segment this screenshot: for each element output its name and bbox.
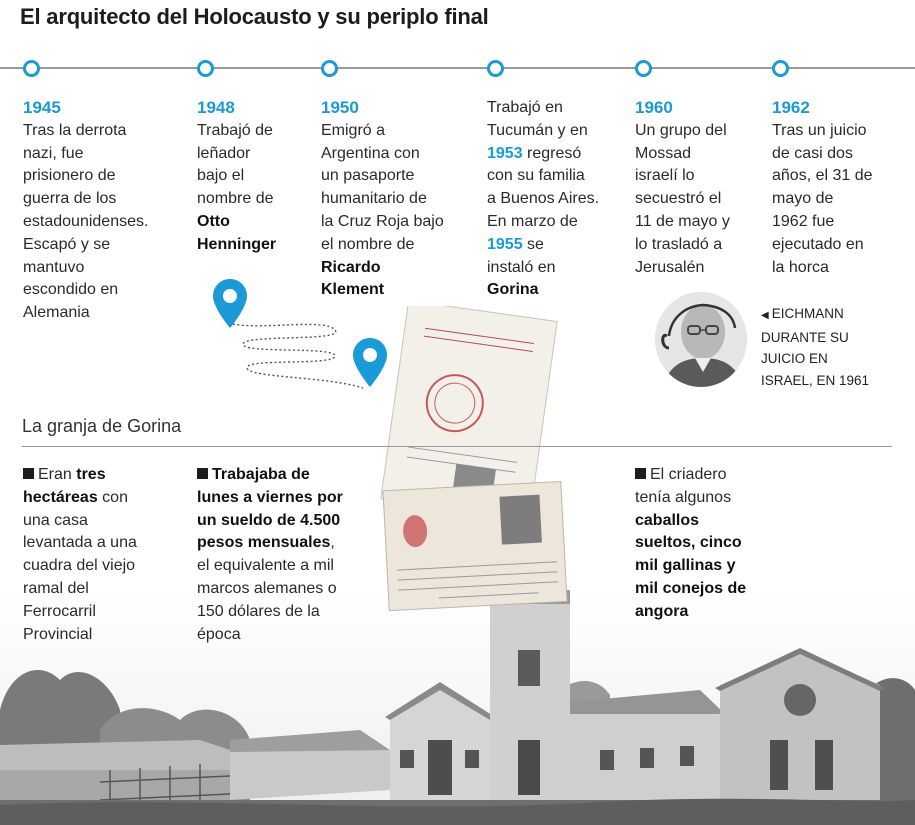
fact-text: Eran: [38, 466, 77, 483]
entry-text: de casi dos: [772, 144, 853, 162]
year-label: 1948: [197, 98, 235, 117]
bullet-square-icon: [635, 468, 646, 479]
entry-text: secuestró el: [635, 190, 722, 208]
entry-text: la Cruz Roja bajo: [321, 212, 444, 230]
fact-text: cuadra del viejo: [23, 557, 136, 575]
entry-text: guerra de los: [23, 190, 117, 208]
entry-text: Mossad: [635, 144, 692, 162]
entry-text: ejecutado en: [772, 235, 864, 253]
entry-text: la horca: [772, 258, 829, 276]
fact-bold: pesos mensuales: [197, 534, 331, 552]
timeline-dot: [197, 60, 214, 77]
fact-text: tenía algunos: [635, 488, 732, 506]
entry-text: se: [522, 235, 544, 253]
entry-text: Emigró a: [321, 121, 386, 139]
entry-text: leñador: [197, 144, 251, 162]
fact-bold: hectáreas: [23, 488, 98, 506]
entry-text: Jerusalén: [635, 258, 705, 276]
timeline-entry-1945: [23, 97, 148, 325]
bullet-square-icon: [23, 468, 34, 479]
entry-text: 1962 fue: [772, 212, 835, 230]
triangle-left-icon: ◀: [761, 310, 769, 321]
place-name: Gorina: [487, 281, 539, 299]
year-label: 1950: [321, 98, 359, 117]
entry-text: Argentina con: [321, 144, 420, 162]
fact-bold: mil conejos de: [635, 579, 747, 597]
fact-bold: sueltos, cinco: [635, 534, 742, 552]
fact-salary: [197, 464, 343, 646]
caption-text: ISRAEL, EN 1961: [761, 372, 870, 388]
timeline-entry-1948: [197, 97, 276, 257]
entry-text: el nombre de: [321, 235, 415, 253]
entry-text: Un grupo del: [635, 121, 727, 139]
year-label: 1960: [635, 98, 673, 117]
caption-text: JUICIO EN: [761, 351, 828, 366]
fact-text: El criadero: [650, 466, 727, 483]
timeline-dot: [321, 60, 338, 77]
entry-text: Tras la derrota: [23, 121, 127, 139]
eichmann-portrait-photo: [655, 292, 747, 387]
timeline-dot: [635, 60, 652, 77]
entry-text: nazi, fue: [23, 144, 84, 162]
page-title: El arquitecto del Holocausto y su periplo final: [20, 4, 489, 29]
entry-text: bajo el: [197, 167, 245, 185]
fact-text: una casa: [23, 511, 88, 529]
fact-text: 150 dólares de la: [197, 602, 320, 620]
fact-text: Provincial: [23, 625, 93, 643]
year-label: 1962: [772, 98, 810, 117]
year-highlight: 1953: [487, 144, 523, 162]
fact-text: Ferrocarril: [23, 602, 96, 620]
timeline-dot: [23, 60, 40, 77]
entry-text: con su familia: [487, 167, 585, 185]
entry-text: estadounidenses.: [23, 212, 149, 230]
timeline-entry-tucuman: [487, 97, 599, 302]
entry-text: Alemania: [23, 304, 90, 322]
map-pin-icon: [212, 278, 248, 330]
entry-text: instaló en: [487, 258, 556, 276]
fact-text: época: [197, 625, 241, 643]
fact-text: levantada a una: [23, 534, 137, 552]
entry-text: lo trasladó a: [635, 235, 723, 253]
year-label: 1945: [23, 98, 61, 117]
caption-text: DURANTE SU: [761, 329, 849, 345]
entry-text: a Buenos Aires.: [487, 190, 600, 208]
fact-bold: angora: [635, 602, 689, 620]
entry-text: Tras un juicio: [772, 121, 867, 139]
entry-text: israelí lo: [635, 167, 695, 185]
alias-name: Ricardo: [321, 258, 381, 276]
entry-text: prisionero de: [23, 167, 116, 185]
entry-text: un pasaporte: [321, 167, 415, 185]
entry-text: En marzo de: [487, 212, 578, 230]
entry-text: Escapó y se: [23, 235, 111, 253]
fact-hectares: [23, 464, 137, 646]
fact-animals: [635, 464, 746, 624]
fact-bold: un sueldo de 4.500: [197, 511, 341, 529]
entry-text: Trabajó en: [487, 99, 563, 116]
entry-text: mayo de: [772, 190, 834, 208]
fact-bold: lunes a viernes por: [197, 488, 343, 506]
entry-text: nombre de: [197, 190, 274, 208]
timeline-dot: [487, 60, 504, 77]
entry-text: 11 de mayo y: [635, 212, 730, 230]
fact-text: el equivalente a mil: [197, 557, 334, 575]
entry-text: Trabajó de: [197, 121, 273, 139]
entry-text: Tucumán y en: [487, 121, 588, 139]
fact-bold: mil gallinas y: [635, 557, 736, 575]
entry-text: mantuvo: [23, 258, 85, 276]
entry-text: regresó: [522, 144, 582, 162]
fact-text: con: [97, 488, 128, 506]
timeline-entry-1960: [635, 97, 730, 279]
passport-documents-image: [376, 306, 576, 626]
year-highlight: 1955: [487, 235, 523, 253]
bullet-square-icon: [197, 468, 208, 479]
timeline-dot: [772, 60, 789, 77]
timeline-entry-1962: [772, 97, 873, 279]
fact-bold: caballos: [635, 511, 700, 529]
fact-text: ,: [330, 534, 335, 552]
entry-text: escondido en: [23, 281, 119, 299]
photo-caption: [761, 303, 869, 391]
entry-text: años, el 31 de: [772, 167, 873, 185]
alias-name: Klement: [321, 281, 385, 299]
alias-name: Henninger: [197, 235, 277, 253]
caption-text: EICHMANN: [771, 306, 844, 321]
entry-text: humanitario de: [321, 190, 427, 208]
fact-bold: Trabajaba de: [212, 466, 310, 483]
fact-bold: tres: [76, 466, 106, 483]
fact-text: ramal del: [23, 579, 89, 597]
section-title: La granja de Gorina: [22, 416, 182, 436]
alias-name: Otto: [197, 212, 230, 230]
timeline-entry-1950: [321, 97, 444, 302]
fact-text: marcos alemanes o: [197, 579, 337, 597]
section-divider: [22, 446, 892, 447]
